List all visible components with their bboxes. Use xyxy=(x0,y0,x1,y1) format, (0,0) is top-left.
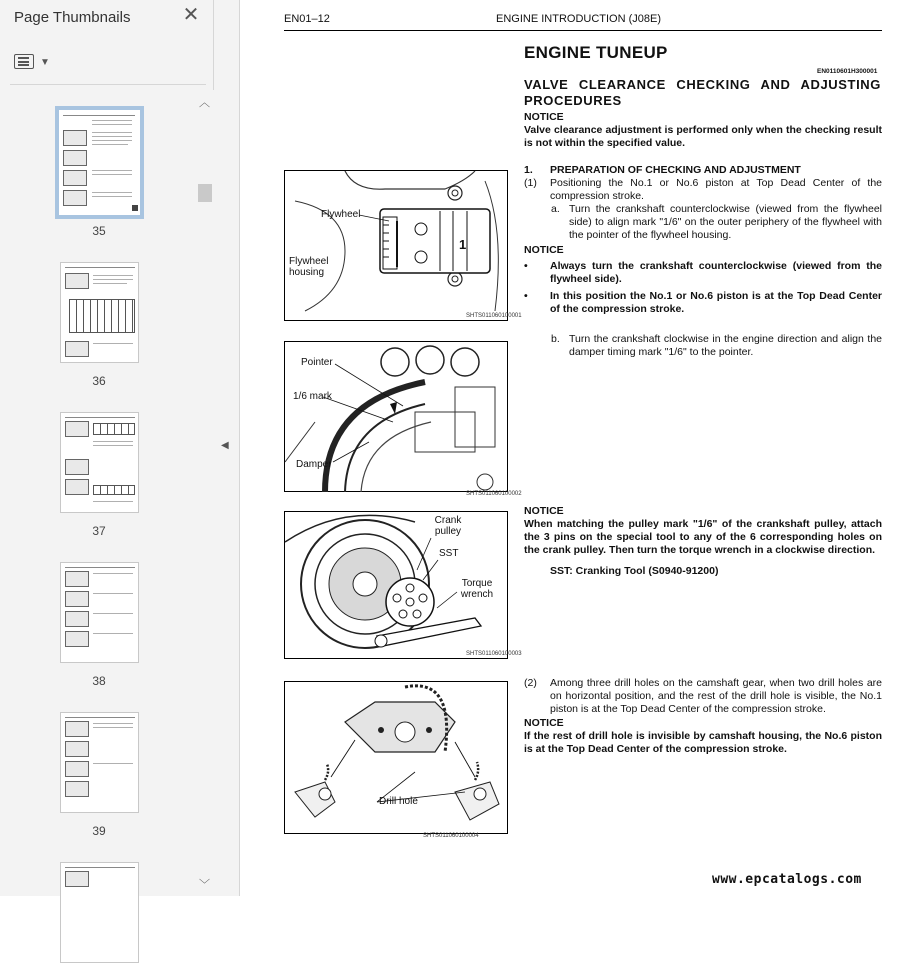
thumbnail-image xyxy=(60,262,139,363)
panel-collapse-handle[interactable] xyxy=(214,0,240,896)
figure-code: SHTS011060100003 xyxy=(466,651,522,657)
thumbnail-scrollbar[interactable] xyxy=(196,90,214,896)
substep-text: Positioning the No.1 or No.6 piston at Top Dead Center of the compression stroke. xyxy=(550,177,882,202)
notice-heading: NOTICE xyxy=(524,505,564,517)
figure-label: Flywheel xyxy=(321,209,361,220)
notice-bullet: In this position the No.1 or No.6 piston is at the Top Dead Center of the compression stroke. xyxy=(550,290,882,315)
figure-code: SHTS011060100001 xyxy=(466,313,522,319)
substep-number: (2) xyxy=(524,677,537,689)
notice-heading: NOTICE xyxy=(524,111,564,123)
doc-code: EN0110601H300001 xyxy=(817,68,878,75)
figure-label: Drill hole xyxy=(379,796,418,807)
step-number: 1. xyxy=(524,164,533,176)
figure-label: 1 xyxy=(459,237,467,252)
figure-label: Crank pulley xyxy=(434,515,462,537)
header-center: ENGINE INTRODUCTION (J08E) xyxy=(496,13,662,25)
document-page xyxy=(241,0,924,896)
subtitle-line2: PROCEDURES xyxy=(524,93,622,108)
notice-heading: NOTICE xyxy=(524,244,564,256)
subtitle-line1: VALVE CLEARANCE CHECKING AND ADJUSTING xyxy=(524,77,881,92)
watermark: www.epcatalogs.com xyxy=(712,872,862,887)
thumbnail-page-38[interactable] xyxy=(0,562,196,687)
thumbnail-page-35[interactable] xyxy=(0,106,196,246)
thumbnail-panel xyxy=(0,0,214,896)
figure-label: Torque wrench xyxy=(460,578,494,600)
item-text: Turn the crankshaft clockwise in the engine direction and align the damper timing mark "1/6" to the pointer. xyxy=(569,333,882,358)
figure-flywheel xyxy=(284,170,522,321)
thumbnail-page-36[interactable] xyxy=(0,262,196,387)
page-number: 35 xyxy=(92,224,106,238)
figure-label: Damper xyxy=(296,459,332,470)
section-title: ENGINE TUNEUP xyxy=(524,43,668,62)
notice-bullet: Always turn the crankshaft counterclockwise (viewed from the flywheel side). xyxy=(550,260,882,285)
thumbnail-page-39[interactable] xyxy=(0,712,196,837)
bullet: • xyxy=(524,290,528,302)
camshaft-gear-illustration xyxy=(285,682,509,835)
close-icon[interactable]: ✕ xyxy=(182,4,200,26)
figure-label: SST xyxy=(439,548,459,559)
chevron-down-icon[interactable]: ﹀ xyxy=(199,879,210,891)
figure-label: Flywheel housing xyxy=(289,256,329,278)
panel-divider xyxy=(10,84,206,85)
figure-code: SHTS011060100002 xyxy=(466,491,522,497)
scrollbar-thumb[interactable] xyxy=(198,184,212,202)
item-letter: a. xyxy=(551,203,560,215)
bullet: • xyxy=(524,260,528,272)
step-title: PREPARATION OF CHECKING AND ADJUSTMENT xyxy=(550,164,801,176)
thumbnail-options-button[interactable] xyxy=(14,52,50,72)
item-letter: b. xyxy=(551,333,560,345)
substep-number: (1) xyxy=(524,177,537,189)
figure-label: 1/6 mark xyxy=(293,391,332,402)
thumbnail-page-37[interactable] xyxy=(0,412,196,537)
page-number: 39 xyxy=(92,824,106,838)
substep-text: Among three drill holes on the camshaft gear, when two drill holes are on horizontal position, and the rest of the drill hole is visible, the No.1 piston is at the Top Dead Center of the compression stroke. xyxy=(550,677,882,715)
figure-damper xyxy=(284,341,522,497)
chevron-left-icon[interactable]: ◀ xyxy=(221,440,229,451)
figure-label: Pointer xyxy=(301,357,333,368)
figure-camshaft-gear xyxy=(284,681,508,839)
page-number: 36 xyxy=(92,374,106,388)
dropdown-caret-icon: ▼ xyxy=(40,57,50,68)
figure-code: SHTS011060100004 xyxy=(423,833,479,839)
figure-crank-pulley xyxy=(284,511,522,659)
item-text: Turn the crankshaft counterclockwise (viewed from the flywheel side) to align mark "1/6" on the outer periphery of the flywheel with the pointer of the flywheel housing. xyxy=(569,203,882,241)
flywheel-illustration xyxy=(285,171,509,322)
thumbnail-page-40[interactable] xyxy=(0,862,196,902)
thumbnail-image xyxy=(55,106,144,219)
thumbnail-image xyxy=(60,412,139,513)
notice-text: When matching the pulley mark "1/6" of the crankshaft pulley, attach the 3 pins on the special tool to any of the 6 corresponding holes on the crank pulley. Then turn the torque wrench in a clockwise direction. xyxy=(524,518,882,556)
page-number: 37 xyxy=(92,524,106,538)
page-number: 38 xyxy=(92,674,106,688)
thumbnail-image xyxy=(60,562,139,663)
notice-text: Valve clearance adjustment is performed only when the checking result is not within the specified value. xyxy=(524,124,882,149)
thumbnail-image xyxy=(60,712,139,813)
chevron-up-icon[interactable]: ︿ xyxy=(199,97,210,109)
panel-title: Page Thumbnails xyxy=(14,9,131,26)
notice-heading: NOTICE xyxy=(524,717,564,729)
thumbnail-image xyxy=(60,862,139,963)
header-rule xyxy=(284,30,882,31)
sst-text: SST: Cranking Tool (S0940-91200) xyxy=(550,565,719,577)
thumbnail-options-icon xyxy=(14,54,34,69)
header-left: EN01–12 xyxy=(284,13,330,25)
notice-text: If the rest of drill hole is invisible by camshaft housing, the No.6 piston is at the Top Dead Center of the compression stroke. xyxy=(524,730,882,755)
thumbnail-list xyxy=(0,90,196,896)
